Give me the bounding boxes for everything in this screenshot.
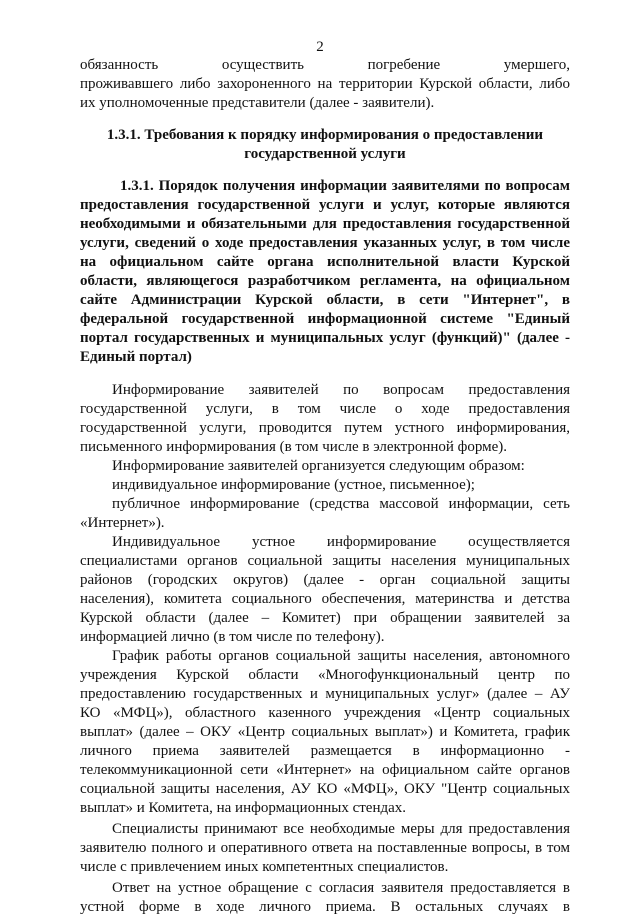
section-heading: 1.3.1. Требования к порядку информирования о предоставлении [106, 127, 544, 143]
text-line: устной форме в ходе личного приема. В остальных случаях в [80, 899, 570, 915]
subsection-heading: на официальном сайте органа исполнительной власти Курской [80, 254, 570, 270]
text-line: районов (городских округов) (далее - орган социальной защиты [80, 572, 570, 588]
text-line: Индивидуальное устное информирование осуществляется [112, 534, 570, 550]
text-line: предоставлению государственных и муниципальных услуг» (далее – АУ [80, 686, 570, 702]
text-line: личного приема заявителей размещается в информационно - [80, 743, 570, 759]
text-line: проживавшего либо захороненного на территории Курской области, либо [80, 76, 570, 92]
text-line: их уполномоченные представители (далее - заявители). [80, 95, 435, 111]
section-heading: государственной услуги [244, 146, 406, 162]
text-line: числе с привлечением иных компетентных специалистов. [80, 859, 449, 875]
text-line: публичное информирование (средства массовой информации, сеть [112, 496, 570, 512]
page-number: 2 [316, 39, 324, 55]
text-line: информацией лично (в том числе по телефону). [80, 629, 385, 645]
subsection-heading: федеральной государственной информационной системе "Единый [80, 311, 570, 327]
text-line: Курской области (далее – Комитет) при обращении заявителей за [80, 610, 570, 626]
text-line: выплат» (далее – ОКУ «Центр социальных выплат») и Комитета, график [80, 724, 570, 740]
subsection-heading: предоставления государственной услуги и услуг, которые являются [80, 197, 570, 213]
subsection-heading: области, являющегося разработчиком регламента, на официальном [80, 273, 570, 289]
text-line: График работы органов социальной защиты населения, автономного [112, 648, 570, 664]
text-line: специалистами органов социальной защиты населения муниципальных [80, 553, 570, 569]
text-line: учреждения Курской области «Многофункциональный центр по [80, 667, 570, 683]
text-line: «Интернет»). [80, 515, 165, 531]
text-line: государственной услуги, проводится путем устного информирования, [80, 420, 570, 436]
text-line: выплат» и Комитета, на информационных стендах. [80, 800, 407, 816]
text-line: письменного информирования (в том числе в электронной форме). [80, 439, 508, 455]
subsection-heading: портал государственных и муниципальных услуг (функций)" (далее - [80, 330, 570, 346]
subsection-heading: Единый портал) [80, 349, 192, 365]
text-line: заявителю полного и оперативного ответа на поставленные вопросы, в том [80, 840, 570, 856]
text-line: телекоммуникационной сети «Интернет» на официальном сайте органов [80, 762, 570, 778]
subsection-heading: услуги, сведений о ходе предоставления указанных услуг, в том числе [80, 235, 570, 251]
subsection-heading: 1.3.1. Порядок получения информации заявителями по вопросам [120, 178, 570, 194]
text-line: КО «МФЦ»), областного казенного учреждения «Центр социальных [80, 705, 570, 721]
subsection-heading: необходимыми и обязательными для предоставления государственной [80, 216, 570, 232]
text-line: социальной защиты населения, АУ КО «МФЦ», ОКУ "Центр социальных [80, 781, 570, 797]
text-line: государственной услуги, в том числе о ходе предоставления [80, 401, 570, 417]
text-line: обязанность осуществить погребение умершего, [80, 57, 570, 73]
text-line: Информирование заявителей по вопросам предоставления [112, 382, 570, 398]
text-line: Ответ на устное обращение с согласия заявителя предоставляется в [112, 880, 570, 896]
text-line: Информирование заявителей организуется следующим образом: [112, 458, 525, 474]
text-line: населения), комитета социального обеспечения, материнства и детства [80, 591, 570, 607]
text-line: Специалисты принимают все необходимые меры для предоставления [112, 821, 570, 837]
subsection-heading: сайте Администрации Курской области, в сети "Интернет", в [80, 292, 570, 308]
text-line: индивидуальное информирование (устное, письменное); [112, 477, 475, 493]
